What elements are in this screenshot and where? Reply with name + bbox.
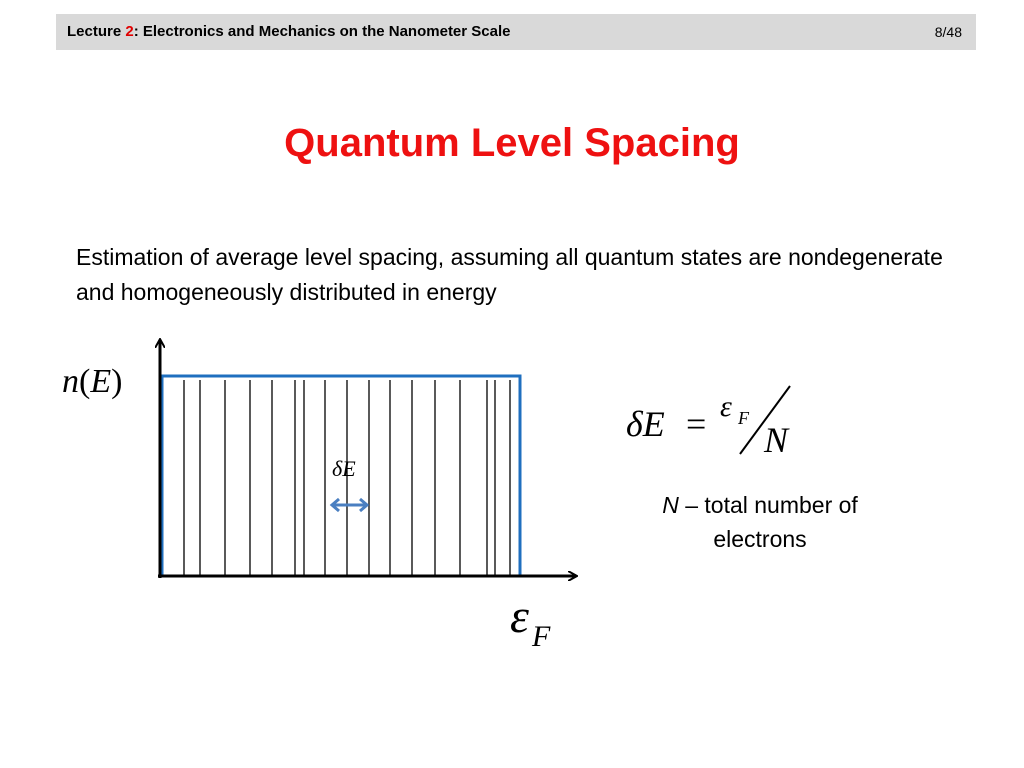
x-label-epsilon: ε — [510, 590, 529, 643]
caption-text: – total number of electrons — [678, 492, 858, 552]
lecture-word: Lecture — [67, 23, 126, 40]
lecture-subtitle: : Electronics and Mechanics on the Nanometer Scale — [133, 23, 511, 40]
spacing-double-arrow — [332, 499, 367, 511]
lecture-number: 2 — [125, 23, 134, 40]
x-axis-label-sub — [531, 620, 551, 653]
formula-delta: δ — [626, 404, 643, 444]
level-spacing-formula — [626, 386, 790, 460]
x-label-sub: F — [532, 620, 551, 653]
svg-text:ε — [720, 390, 732, 423]
formula-denominator: N — [764, 420, 789, 460]
svg-text:δE — [626, 404, 665, 444]
formula-epsilon: ε — [720, 390, 732, 423]
page-counter: 8/48 — [934, 24, 962, 40]
spacing-label — [332, 456, 356, 481]
caption-variable: N — [662, 492, 679, 518]
body-text: Estimation of average level spacing, assuming all quantum states are nondegenerate and homogeneously distributed in energy — [76, 244, 943, 305]
formula-equals: = — [686, 404, 707, 444]
spacing-delta: δ — [332, 456, 343, 481]
x-axis-label — [510, 590, 529, 643]
svg-text:= — [686, 404, 706, 444]
formula-sub: F — [738, 408, 749, 428]
caption — [620, 488, 900, 556]
svg-text:N — [763, 420, 790, 460]
y-label-close: ) — [111, 363, 123, 400]
y-axis-label — [62, 363, 122, 400]
svg-text:F — [737, 408, 750, 428]
formula-var: E — [642, 404, 665, 444]
y-label-open: ( — [79, 363, 91, 400]
y-label-var: E — [90, 363, 112, 400]
y-label-func: n — [62, 363, 79, 400]
slide-title: Quantum Level Spacing — [284, 121, 740, 165]
spacing-var: E — [342, 456, 356, 481]
